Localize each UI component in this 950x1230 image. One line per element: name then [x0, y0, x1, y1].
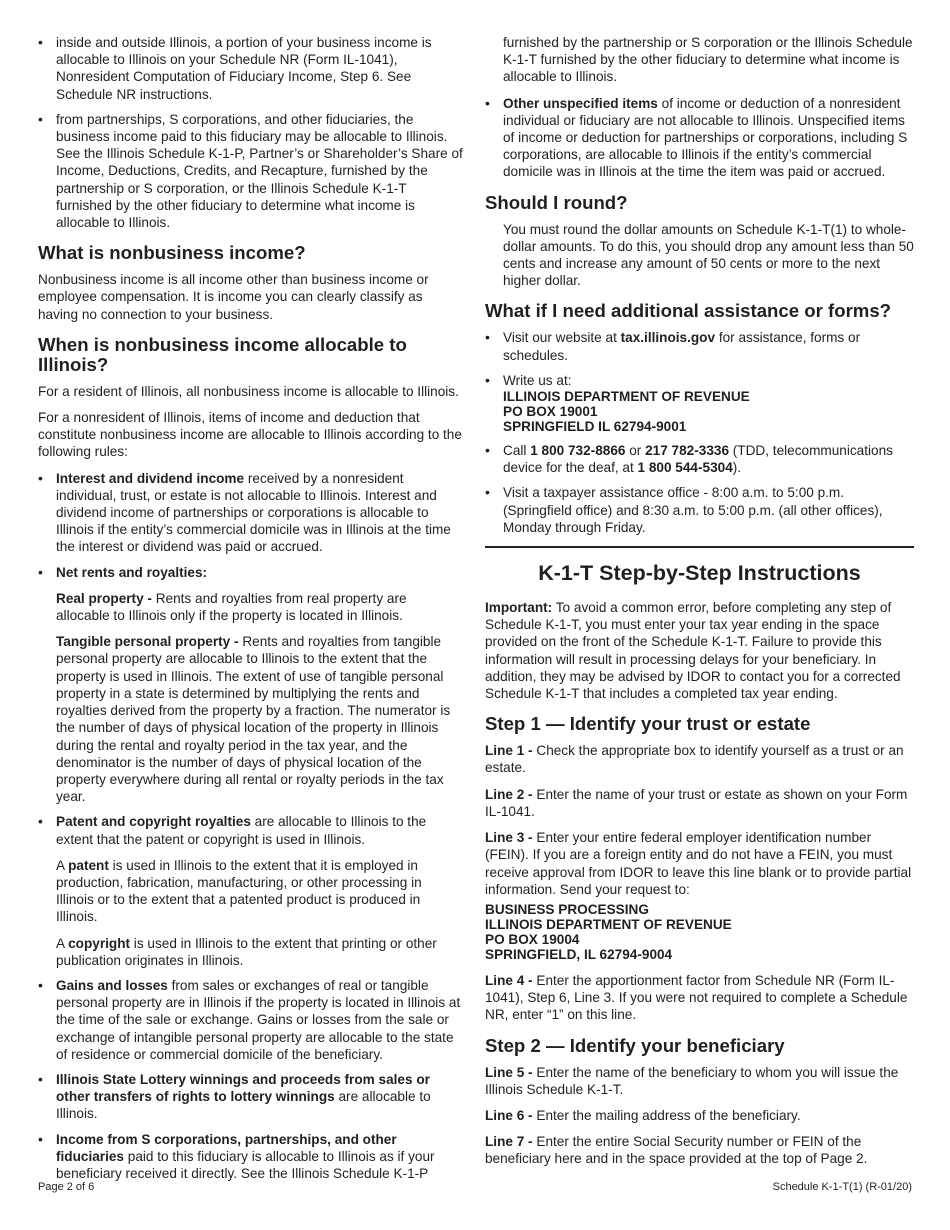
- page-number: Page 2 of 6: [38, 1181, 95, 1193]
- business-income-list: [38, 34, 463, 231]
- label-bold: Line 7 -: [485, 1134, 537, 1150]
- item-text: (TDD, telecommunications device for the deaf, at: [503, 443, 893, 476]
- list-item-write: [485, 372, 914, 434]
- label-bold: Important:: [485, 600, 553, 616]
- paragraph-line1: [485, 742, 914, 776]
- item-text: paid to this fiduciary is allocable to Illinois as if your beneficiary received it directly. See the Illinois Schedule K-1-P: [56, 1148, 435, 1181]
- heading-round: Should I round?: [485, 191, 628, 213]
- label-bold: Real property -: [56, 590, 156, 606]
- allocation-rules-list: [38, 470, 463, 1183]
- paragraph-nonbusiness: Nonbusiness income is all income other than business income or employee compensation. It is income you can clearly classify as having no connection to your business.: [38, 272, 429, 322]
- phone-number: 1 800 732-8866: [530, 443, 626, 459]
- label-bold: Tangible personal property -: [56, 634, 243, 650]
- list-item-scorp: [38, 1131, 463, 1183]
- list-item-other: [485, 95, 914, 181]
- list-item: • from partnerships, S corporations, and other fiduciaries, the business income paid to this fiduciary may be allocable to Illinois. See the Illinois Schedule K-1-P, Partner’s or Shareholder’s Share of Income, Deductions, Credits, and Recapture, furnished by the partnership or S corporation, or the Illinois Schedule K-1-T furnished by the other fiduciary to determine what income is allocable to Illinois.: [38, 111, 463, 231]
- list-item-office: • Visit a taxpayer assistance office - 8:00 a.m. to 5:00 p.m. (Springfield office) and 8:30 a.m. to 5:00 p.m. (all other offices), Monday through Friday.: [485, 484, 914, 536]
- item-text: Rents and royalties from tangible personal property are allocable to Illinois to the extent that the property is used in Illinois. The extent of use of tangible personal property in a state is determined by multiplying the rents and royalties derived from the property by a fraction. The numerator is the number of days of physical location of the property in Illinois during the rental and royalty period in the tax year, and the denominator is the number of days of physical location of the property everywhere during all rental or royalty periods in the tax year.: [56, 634, 451, 805]
- paragraph-round: You must round the dollar amounts on Schedule K-1-T(1) to whole-dollar amounts. To do this, you should drop any amount less than 50 cents and increase any amount of 50 cents or more to the next higher dollar.: [503, 221, 914, 289]
- label-bold: Net rents and royalties:: [56, 564, 208, 580]
- paragraph-line3: [485, 829, 914, 898]
- label-bold: copyright: [68, 935, 131, 951]
- address-line: BUSINESS PROCESSING: [485, 901, 649, 917]
- paragraph-line6: [485, 1107, 914, 1124]
- mailing-address: [503, 389, 914, 434]
- heading-assistance: What if I need additional assistance or forms?: [485, 300, 892, 322]
- address-line: PO BOX 19004: [485, 931, 580, 947]
- item-text: received by a nonresident individual, trust, or estate is not allocable to Illinois. Interest and dividend income of partnerships or corporations is allocable to Illinois if the entity’s commercial domicile was in Illinois at the time the interest or dividend was paid or accrued.: [56, 470, 451, 555]
- item-text: is used in Illinois to the extent that it is employed in production, fabrication, manufacturing, or other processing in Illinois or to the extent that a patented product is produced in Illinois.: [56, 857, 422, 925]
- paragraph-line5: [485, 1064, 914, 1098]
- label-bold: Line 5 -: [485, 1064, 537, 1080]
- label-bold: Line 1 -: [485, 743, 537, 759]
- label-bold: Illinois State Lottery winnings and proceeds from sales or other transfers of rights to lottery winnings: [56, 1071, 430, 1105]
- item-text: A: [56, 857, 69, 873]
- item-text: Enter the mailing address of the beneficiary.: [536, 1107, 801, 1123]
- label-bold: Line 6 -: [485, 1107, 537, 1123]
- form-identifier: Schedule K-1-T(1) (R-01/20): [772, 1181, 912, 1193]
- list-item-interest: [38, 470, 463, 556]
- other-items-list: [485, 95, 914, 181]
- item-text: Visit our website at: [503, 330, 621, 346]
- main-heading: K-1-T Step-by-Step Instructions: [538, 561, 861, 586]
- label-bold: Line 4 -: [485, 972, 537, 988]
- phone-number: 1 800 544-5304: [637, 460, 733, 476]
- paragraph-line4: [485, 972, 914, 1024]
- phone-number: 217 782-3336: [645, 443, 729, 459]
- paragraph-line2: [485, 786, 914, 820]
- continued-text: furnished by the partnership or S corporation or the Illinois Schedule K-1-T furnished by the other fiduciary to determine what income is allocable to Illinois.: [503, 35, 913, 85]
- list-item-gains: [38, 977, 463, 1063]
- item-text: ).: [732, 460, 742, 476]
- item-text: Rents and royalties from real property are allocable to Illinois only if the property is located in Illinois.: [56, 590, 407, 624]
- label-bold: Patent and copyright royalties: [56, 814, 251, 830]
- item-text: of income or deduction of a nonresident individual or fiduciary are not allocable to Illinois. Unspecified items of income or deduction for partnerships or corporations, including S corporations, are allocable to Illinois if the entity’s commercial domicile was in Illinois at the time the item was paid or accrued.: [503, 95, 908, 180]
- label-bold: Income from S corporations, partnerships, and other fiduciaries: [56, 1131, 397, 1164]
- label-bold: Line 3 -: [485, 830, 537, 846]
- list-item-website: [485, 329, 914, 363]
- paragraph-nonresident: For a nonresident of Illinois, items of income and deduction that constitute nonbusiness income are allocable to Illinois according to the following rules:: [38, 410, 462, 460]
- item-text: Enter your entire federal employer identification number (FEIN). If you are a foreign entity and do not have a FEIN, you must receive approval from IDOR to leave this line blank or to provide partial information. Send your request to:: [485, 830, 912, 897]
- processing-address: [485, 902, 914, 962]
- address-line: ILLINOIS DEPARTMENT OF REVENUE: [485, 916, 732, 932]
- label-bold: Line 2 -: [485, 786, 537, 802]
- section-divider: [485, 546, 914, 548]
- item-text: or: [625, 443, 646, 459]
- label-bold: patent: [68, 857, 109, 873]
- item-text: are allocable to Illinois to the extent that the patent or copyright is used in Illinois.: [56, 814, 427, 847]
- paragraph-resident: For a resident of Illinois, all nonbusiness income is allocable to Illinois.: [38, 383, 459, 399]
- item-text: Enter the apportionment factor from Schedule NR (Form IL-1041), Step 6, Line 3. If you were not required to complete a Schedule NR, enter “1” on this line.: [485, 972, 908, 1023]
- list-item-rents: [38, 564, 463, 806]
- item-text: Enter the name of your trust or estate as shown on your Form IL-1041.: [485, 786, 908, 819]
- item-text: are allocable to Illinois.: [56, 1089, 431, 1122]
- address-line: PO BOX 19001: [503, 404, 598, 420]
- item-text: Enter the entire Social Security number or FEIN of the beneficiary here and in the space provided at the top of Page 2.: [485, 1134, 868, 1167]
- address-line: SPRINGFIELD, IL 62794-9004: [485, 946, 673, 962]
- list-item: • inside and outside Illinois, a portion of your business income is allocable to Illinois on your Schedule NR (Form IL-1041), Nonresident Computation of Fiduciary Income, Step 6. See Schedule NR instructions.: [38, 34, 463, 103]
- item-text: from sales or exchanges of real or tangible personal property are in Illinois if the property is located in Illinois at the time of the sale or exchange. Gains or losses from the sale or exchange of intangible personal property are allocable to the state of residence or commercial domicile of the beneficiary.: [56, 977, 461, 1062]
- item-text: Enter the name of the beneficiary to whom you will issue the Illinois Schedule K-1-T.: [485, 1064, 899, 1097]
- item-text: is used in Illinois to the extent that printing or other publication originates in Illinois.: [56, 935, 437, 968]
- list-item-lottery: [38, 1071, 463, 1123]
- address-line: ILLINOIS DEPARTMENT OF REVENUE: [503, 389, 750, 405]
- heading-allocable: When is nonbusiness income allocable to Illinois?: [38, 333, 407, 375]
- left-column: [38, 34, 463, 1190]
- item-text: A: [56, 935, 69, 951]
- label-bold: Gains and losses: [56, 977, 168, 993]
- item-text: Check the appropriate box to identify yourself as a trust or an estate.: [485, 743, 904, 776]
- item-text: To avoid a common error, before completing any step of Schedule K-1-T, you must enter your tax year ending in the space provided on the front of the Schedule K-1-T. Failure to provide this information will result in processing delays for your beneficiary. In addition, they may be advised by IDOR to contact you for a corrected Schedule K-1-T that includes a completed tax year ending.: [485, 600, 901, 702]
- paragraph-line7: [485, 1133, 914, 1167]
- heading-step1: Step 1 — Identify your trust or estate: [485, 713, 811, 735]
- label-bold: Other unspecified items: [503, 95, 658, 111]
- assistance-list: [485, 329, 914, 536]
- item-text: • Write us at:: [503, 372, 572, 388]
- website-link[interactable]: tax.illinois.gov: [620, 330, 716, 346]
- list-item-patent: [38, 813, 463, 969]
- address-line: SPRINGFIELD IL 62794-9001: [503, 419, 687, 435]
- label-bold: Interest and dividend income: [56, 470, 245, 486]
- right-column: [485, 34, 914, 1177]
- heading-nonbusiness: What is nonbusiness income?: [38, 242, 306, 264]
- heading-step2: Step 2 — Identify your beneficiary: [485, 1034, 785, 1056]
- paragraph-important: [485, 599, 914, 702]
- item-text: Call: [503, 443, 531, 459]
- item-text: for assistance, forms or schedules.: [503, 330, 861, 363]
- list-item-call: [485, 442, 914, 476]
